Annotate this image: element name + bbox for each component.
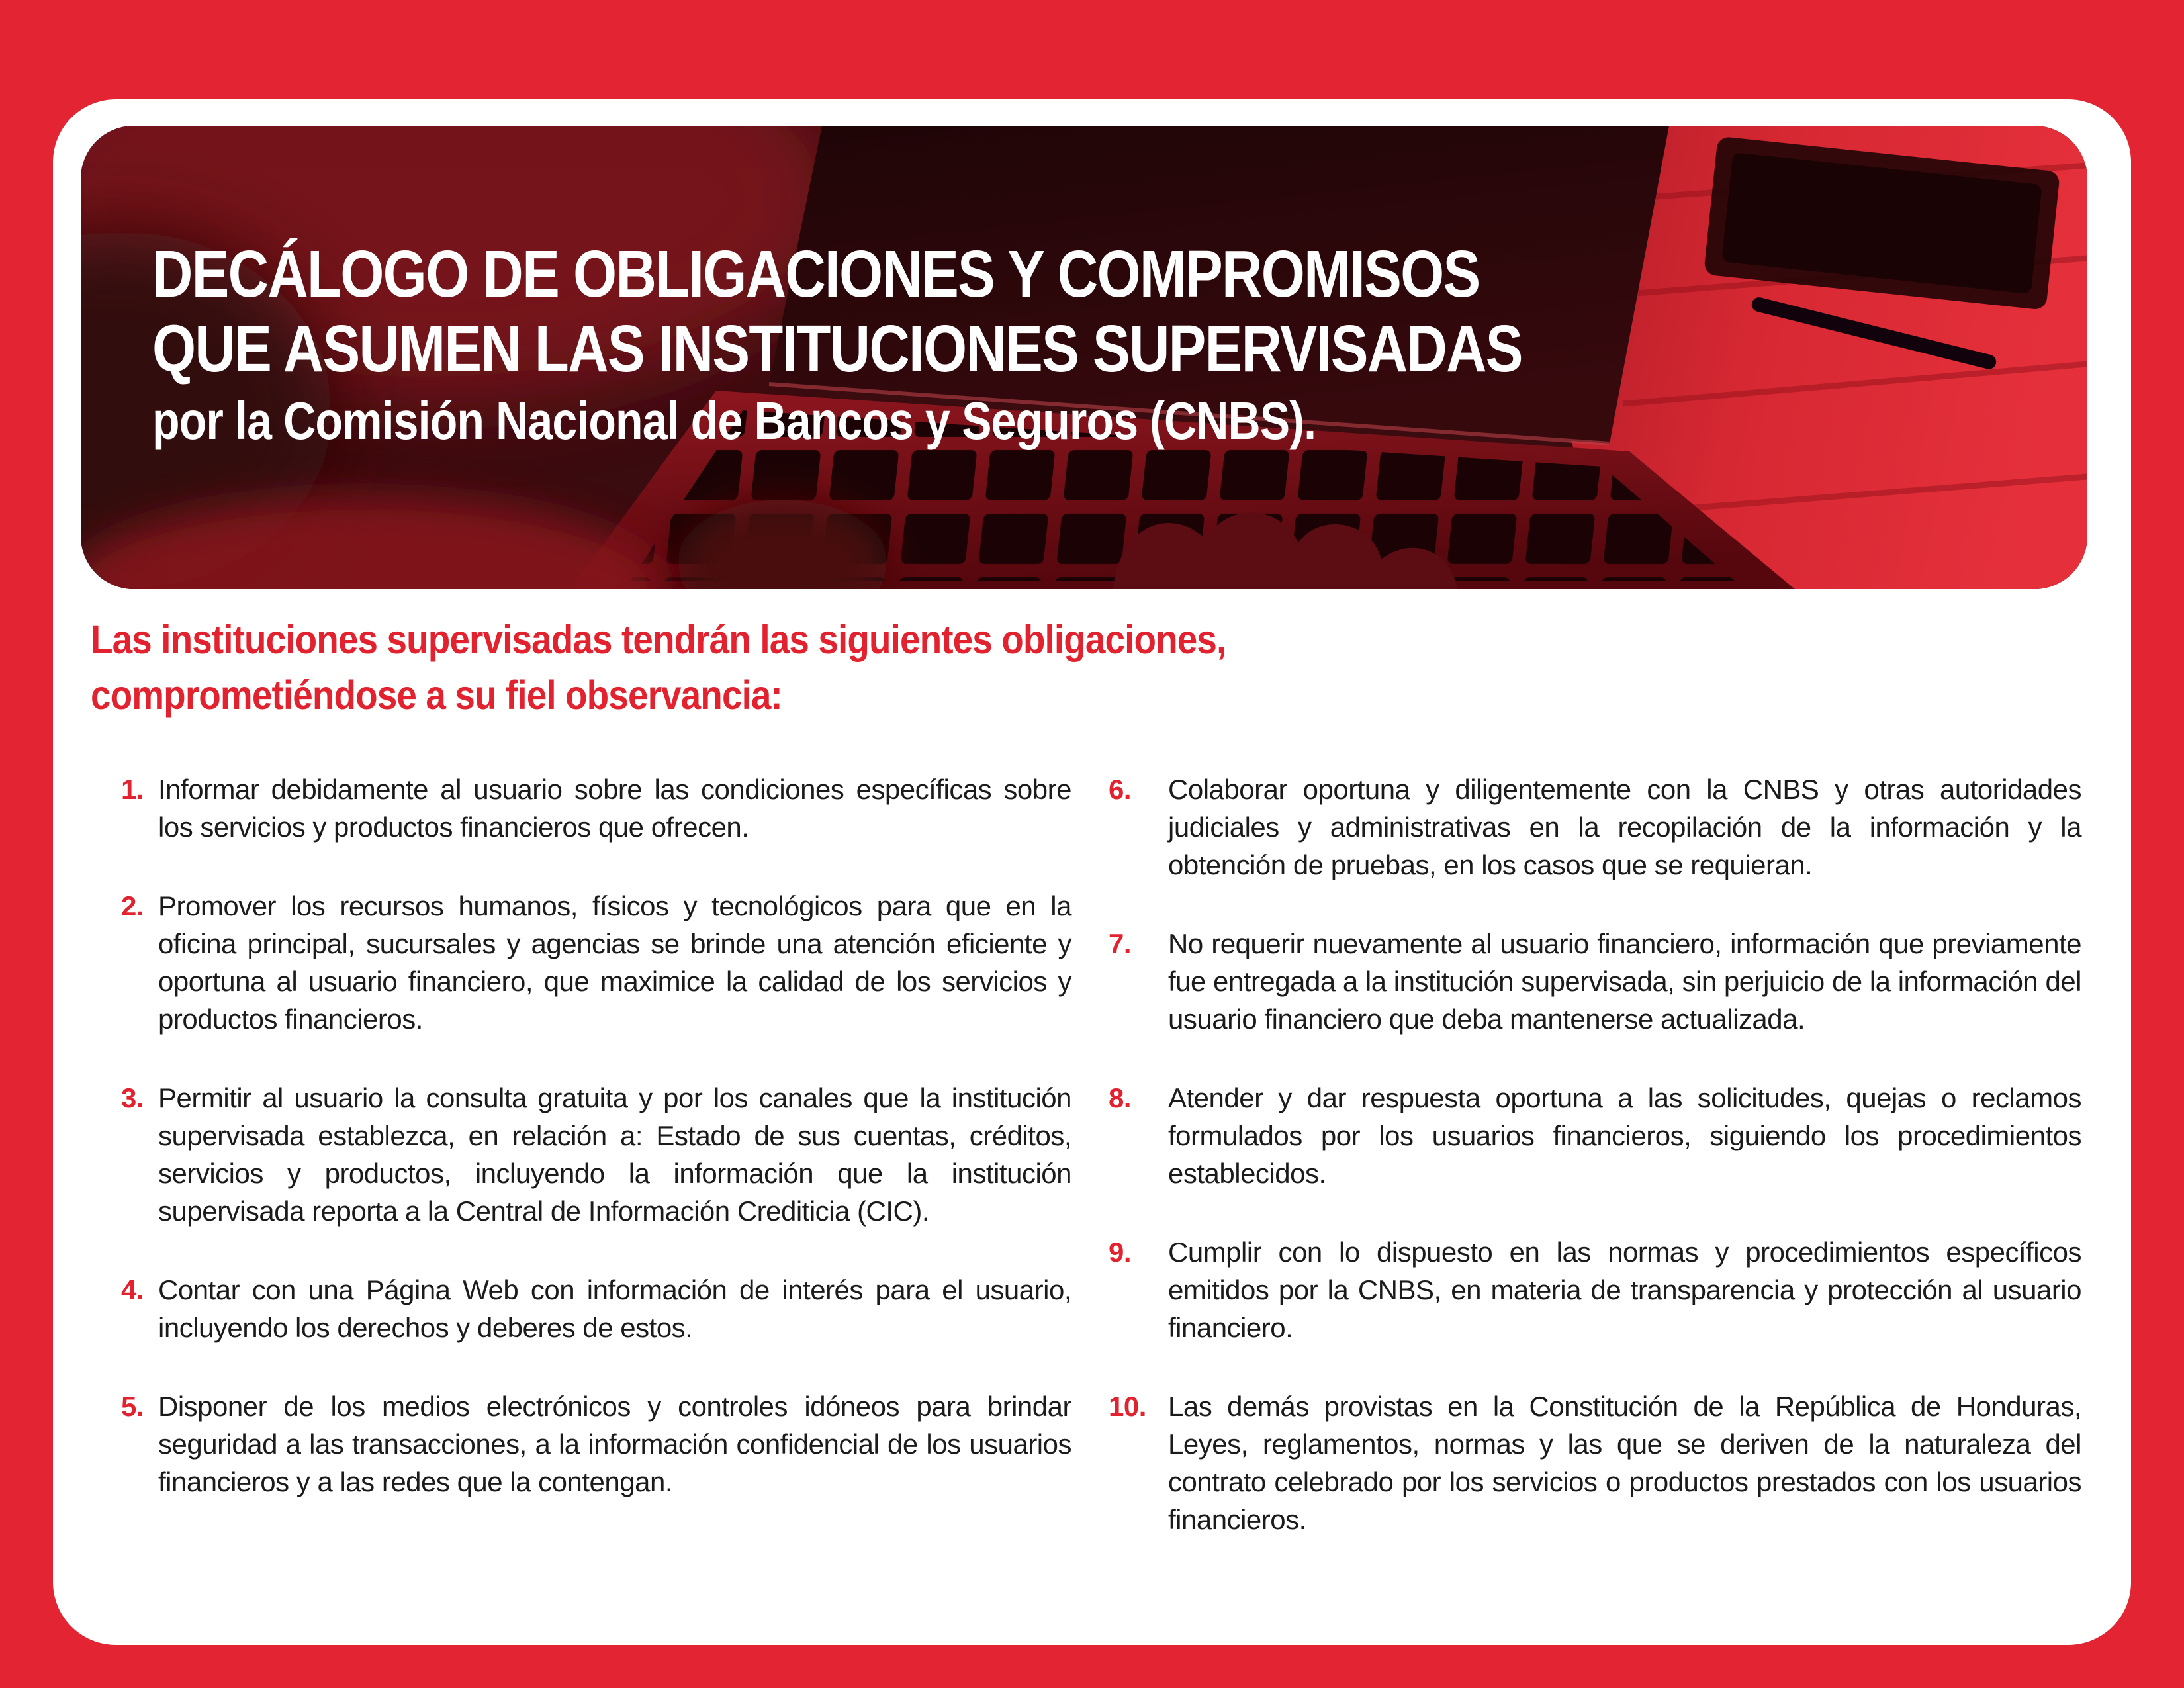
item-number: 8. [1109,1082,1132,1113]
obligations-list [0,771,2184,1651]
item-text: Cumplir con lo dispuesto en las normas y procedimientos específicos emitidos por la CNBS, en materia de transparencia y protección al usuario financiero. [1168,1237,2081,1343]
item-text: Promover los recursos humanos, físicos y tecnológicos para que en la oficina principal, sucursales y agencias se brinde una atención eficiente y oportuna al usuario financiero, que maximice la calidad de los servicios y productos financieros. [158,890,1071,1035]
item-text: Informar debidamente al usuario sobre las condiciones específicas sobre los servicios y productos financieros que ofrecen. [158,774,1071,843]
item-number: 2. [121,890,144,921]
item-number: 10. [1109,1391,1146,1422]
hero-subtitle: por la Comisión Nacional de Bancos y Seguros (CNBS). [152,391,1316,450]
hero-title-line2: QUE ASUMEN LAS INSTITUCIONES SUPERVISADAS [152,312,1522,386]
item-text: Disponer de los medios electrónicos y controles idóneos para brindar seguridad a las transacciones, a la información confidencial de los usuarios financieros y a las redes que la contengan. [158,1391,1071,1497]
item-number: 4. [121,1274,144,1305]
obligation-item-8 [1109,1079,2081,1192]
item-text: Contar con una Página Web con información de interés para el usuario, incluyendo los derechos y deberes de estos. [158,1274,1071,1343]
obligation-item-3 [121,1079,1071,1230]
item-text: Atender y dar respuesta oportuna a las solicitudes, quejas o reclamos formulados por los usuarios financieros, siguiendo los procedimientos establecidos. [1168,1082,2081,1189]
obligation-item-5 [121,1387,1071,1501]
obligation-item-2 [121,887,1071,1038]
intro-heading [91,612,1352,723]
obligation-item-10 [1109,1387,2081,1538]
obligation-item-4 [121,1271,1071,1346]
hero-title-block [152,237,1764,454]
obligations-column-right [1109,771,2081,1579]
item-text: Colaborar oportuna y diligentemente con la CNBS y otras autoridades judiciales y administrativas en la recopilación de la información y la obtención de pruebas, en los casos que se requieran. [1168,774,2081,880]
item-number: 3. [121,1082,144,1113]
item-number: 9. [1109,1237,1132,1268]
obligation-item-1 [121,771,1071,846]
obligations-column-left [121,771,1071,1542]
hero-banner [81,126,2087,589]
item-number: 7. [1109,928,1132,959]
item-text: No requerir nuevamente al usuario financiero, información que previamente fue entregada a la institución supervisada, sin perjuicio de la información del usuario financiero que deba mantenerse actualizada. [1168,928,2082,1035]
obligation-item-7 [1109,925,2081,1038]
obligation-item-9 [1109,1233,2081,1346]
item-number: 5. [121,1391,144,1422]
hero-title-line1: DECÁLOGO DE OBLIGACIONES Y COMPROMISOS [152,237,1480,311]
item-number: 1. [121,774,144,805]
obligation-item-6 [1109,771,2081,884]
item-number: 6. [1109,774,1132,805]
item-text: Las demás provistas en la Constitución de la República de Honduras, Leyes, reglamentos, normas y las que se deriven de la naturaleza del contrato celebrado por los servicios o productos prestados con los usuarios financieros. [1168,1391,2081,1535]
intro-heading-line1: Las instituciones supervisadas tendrán las siguientes obligaciones, [91,617,1226,662]
item-text: Permitir al usuario la consulta gratuita y por los canales que la institución supervisada establezca, en relación a: Estado de sus cuentas, créditos, servicios y productos, incluyendo la información que la institución supervisada reporta a la Central de Información Crediticia (CIC). [158,1082,1071,1227]
intro-heading-line2: comprometiéndose a su fiel observancia: [91,673,782,718]
